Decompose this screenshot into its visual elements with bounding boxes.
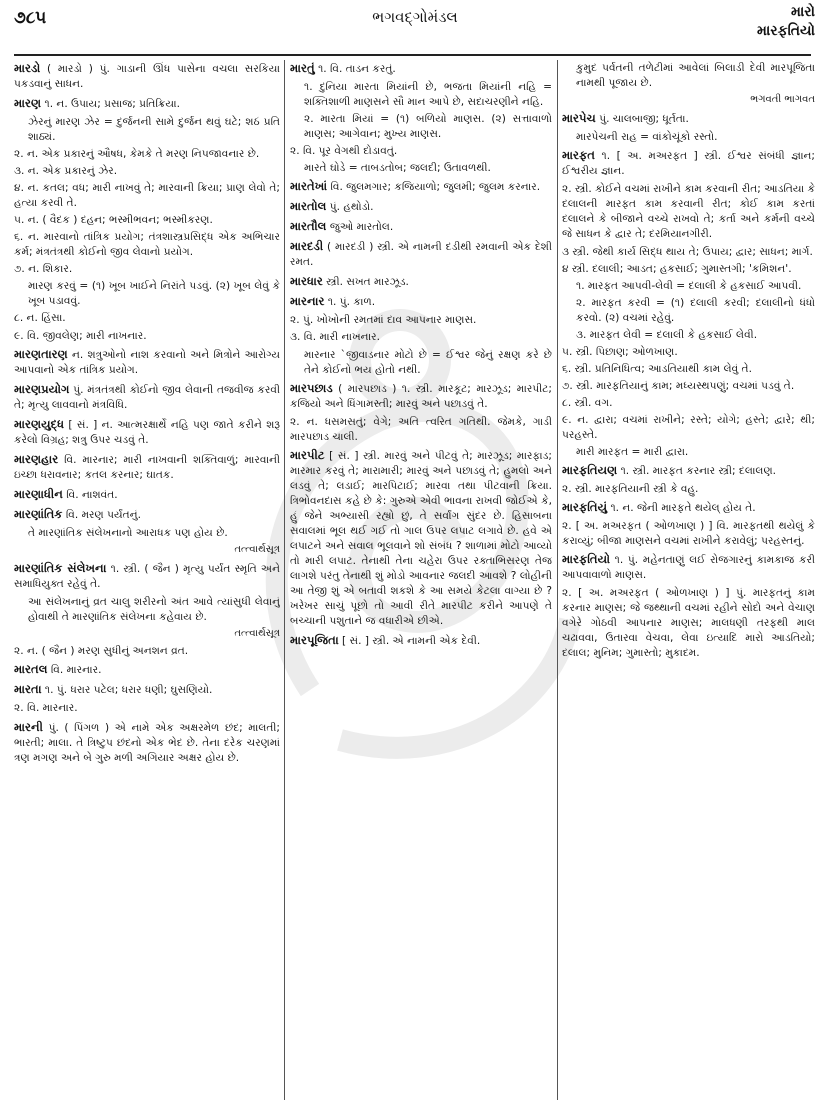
- entry-subsense: ૩. વિ. મારી નાખનાર.: [290, 331, 380, 344]
- entry-headword: મારણપ્રયોગ: [14, 381, 70, 396]
- dictionary-column-3: [562, 60, 815, 1105]
- entry-headword: મારણાંતિક સંલેખના: [14, 561, 107, 576]
- entry-subsense: ૭. ન. શિકાર.: [14, 263, 73, 276]
- guide-word-first: મારો: [790, 4, 815, 20]
- dictionary-entry: [14, 346, 280, 378]
- entry-subsense: ૩. ન. એક પ્રકારનું ઝેર.: [14, 165, 118, 178]
- dictionary-entry: [290, 380, 552, 412]
- entry-definition: ૧. સ્ત્રી. ( જૈન ) મૃત્યુ પર્યંત સ્મૃતિ અને સમાધિયુક્ત રહેવું તે.: [14, 563, 280, 591]
- entry-subsense: ૨. સ્ત્રી. કોઈને વચમાં રાખીને કામ કરવાની રીત; આડતિયા કે દલાલની મારફત કામ કરવાની રીત; કોઈ કામ કરતાં દલાલને કે બીજાને વચ્ચે રાખવો તે; કર્તા અને કર્મની વચ્ચે જે સાધન કે દ્વાર તે; દરમિયાનગીરી.: [562, 183, 815, 241]
- entry-definition: [ સં. ] ન. આત્મરક્ષાર્થે નહિ પણ જાતે કરીને શરૂ કરેલો વિગ્રહ; શત્રુ ઉપર ચડવું તે.: [14, 418, 280, 446]
- dictionary-entry: [290, 60, 552, 77]
- entry-example: ૧. દુનિયા મારતા મિયાંની છે, ભજતા મિયાંની નહિ = શક્તિશાળી માણસને સૌ માન આપે છે, સદાચરણીને નહિ.: [304, 81, 552, 109]
- entry-subsense: ૫. સ્ત્રી. પિછાણ; ઓળખાણ.: [562, 345, 678, 358]
- entry-definition: ૧. ન. જેની મારફતે થયેલ્ હોય તે.: [607, 501, 756, 514]
- entry-definition: પું. ચાલબાજી; ધૂર્તતા.: [595, 113, 689, 126]
- entry-example: ૨. મારફત કરવી = (૧) દલાલી કરવી; દલાલીનો ધંધો કરવો. (૨) વચમાં રહેવું.: [576, 296, 815, 324]
- entry-example: આ સંલેખનાનું વ્રત ચાલુ શરીરનો અંત આવે ત્યાંસુધી લેવાનું હોવાથી તે મારણાંતિક સંલેખના કહેવાય છે.: [28, 596, 280, 624]
- entry-headword: મારફતિયો: [562, 552, 610, 567]
- entry-subsense: ૨. ન. ધસમસતું; વેગે; અતિ ત્વરિત ગતિથી. જેમકે, ગાડી મારપછાડ ચાલી.: [290, 415, 552, 443]
- entry-headword: મારતૌલ: [290, 219, 327, 234]
- dictionary-entry: [290, 447, 552, 629]
- entry-headword: મારપૂજિતા: [290, 633, 339, 648]
- entry-subsense: ૨. વિ. મારનાર.: [14, 702, 78, 715]
- entry-definition: વિ. મરણ પર્યંતનું.: [62, 508, 141, 521]
- entry-headword: મારપેચ: [562, 111, 596, 126]
- entry-headword: મારણ: [14, 96, 42, 111]
- entry-definition: પું. હથોડો.: [326, 201, 374, 214]
- entry-definition: [ સં. ] સ્ત્રી. મારવું અને પીટવું તે; મારઝૂડ; મારફાડ; મારમાર કરવું તે; મારામારી; મારવું અને પછાડવું તે; હુમલો અને લડવું તે; લડાઈ; મારપિટાઈ; મારવા તથા પીટવાની ક્રિયા. ત્રિભોવનદાસ કહે છે કે: ગુરુએ એવી ભાવના રાખવી જોઈએ કે, હું જેને અભ્યાસી રહ્યો છું, તે સર્વાંગ સુંદર છે. હિસાબના સવાલમાં ભૂલ થઈ ગઈ તો ગાલ ઉપર લપાટ લગાવે છે. હવે એ લપાટને અને સવાલ ભૂલવાને શો સંબંધ ? શાળામાં મોટો આવ્યો તો મારી લપાટ. તેનાથી તેના ચહેરા ઉપર રક્તાભિસરણ તેજ લાગશે પરંતુ તેનાથી શું મોડો આવનાર જલદી આવશે ? લોહીની આ તેજી શું એ બતાવી શકશે કે આ સમયે કેટલા વાગ્યા છે ? ખરેખર સાચું પૂછો તો આવી રીતે મારપીટ કરીને આપણે તે બચ્ચાની પશુતાને જ વધારીએ છીએ.: [290, 449, 552, 628]
- column-divider: [557, 60, 558, 1100]
- entry-subsense: ૨. ન. ( જૈન ) મરણ સુધીનું અનશન વ્રત.: [14, 645, 189, 658]
- entry-definition: ૧. પું. કાળ.: [324, 296, 376, 309]
- dictionary-entry: [290, 218, 552, 235]
- entry-example: ઝેરનું મારણ ઝેર = દુર્જનની સામે દુર્જન થવું ઘટે; શઠં પ્રતિ શાઠ્યં.: [28, 116, 280, 144]
- entry-headword: મારધાર: [290, 274, 323, 289]
- entry-subsense: ૮. સ્ત્રી. વગ.: [562, 396, 613, 409]
- entry-subsense: ૨. સ્ત્રી. મારફતિયાની સ્ત્રી કે વહુ.: [562, 482, 699, 495]
- entry-headword: મારતા: [14, 682, 42, 697]
- dictionary-entry: [562, 147, 815, 179]
- dictionary-column-1: [14, 60, 280, 1105]
- entry-headword: મારપછાડ: [290, 380, 333, 395]
- entry-headword: મારની: [14, 719, 43, 734]
- entry-headword: મારડો: [14, 61, 41, 75]
- dictionary-entry: [290, 632, 552, 649]
- entry-definition: ૧. ન. ઉપાય; પ્રસાજ; પ્રતિક્રિયા.: [41, 98, 180, 111]
- entry-example: કુમુદ પર્વતની તળેટીમાં આવેલાં બિલાડી દેવી મારપૂજિતા નામથી પૂજાય છે.: [576, 62, 815, 90]
- entry-source: ભગવતી ભાગવત: [750, 94, 815, 106]
- entry-example: મારપેચની રાહ = વાંકોચૂંકો રસ્તો.: [576, 131, 718, 144]
- dictionary-entry: [14, 60, 280, 92]
- entry-definition: પું. ( પિંગળ ) એ નામે એક અક્ષરમેળ છંદ; માલતી; ભારતી; માલા. તે ત્રિષ્ટુપ છંદનો એક ભેદ છે. તેના દરેક ચરણમાં ત્રણ મગણ અને બે ગુરુ મળી અગિયાર અક્ષર હોય છે.: [14, 721, 280, 764]
- entry-headword: મારફતિયણ: [562, 462, 618, 477]
- entry-subsense: ૨. [ અ. મઅરફત ( ઓળખાણ ) ] વિ. મારફતથી થયેલું કે કરાવ્યું; બીજા માણસને વચમાં રાખીને કરાવેલું; પરહસ્તનું.: [562, 520, 815, 548]
- running-title: ભગવદ્ગોમંડલ: [372, 8, 458, 26]
- entry-definition: વિ. નાશવંત.: [62, 488, 118, 501]
- dictionary-entry: [290, 198, 552, 215]
- entry-example: ૩. મારફત લેવી = દલાલી કે હકસાઈ લેવી.: [576, 328, 758, 341]
- entry-headword: મારણાધીન: [14, 486, 63, 501]
- entry-definition: વિ. મારનાર.: [47, 664, 102, 677]
- dictionary-entry: [14, 719, 280, 766]
- entry-example: મારણ કરવું = (૧) ખૂબ ખાઈને નિરાંતે પડવું. (૨) ખૂબ લેવું કે ખૂબ પડાવવું.: [28, 280, 280, 308]
- entry-definition: ન. શત્રુઓનો નાશ કરવાનો અને મિત્રોને આરોગ્ય આપવાનો એક તાંત્રિક પ્રયોગ.: [14, 348, 280, 376]
- entry-definition: ( મારપછાડ ) ૧. સ્ત્રી. મારકૂટ; મારઝૂડ; મારપીટ; કજિયો અને ધિંગામસ્તી; મારવું અને પછાડવું તે.: [290, 382, 552, 410]
- entry-headword: મારણહાર: [14, 451, 59, 466]
- dictionary-entry: [14, 416, 280, 448]
- entry-definition: ૧. પું. ધરાર પટેલ; ધરાર ધણી; ઘુસણિયો.: [41, 684, 213, 697]
- column-divider: [284, 60, 285, 1100]
- entry-subsense: ૨. ન. એક પ્રકારનું ઔષધ, કેમકે તે મરણ નિપજાવનાર છે.: [14, 148, 260, 161]
- dictionary-entry: [562, 499, 815, 516]
- dictionary-entry: [562, 551, 815, 583]
- entry-definition: ૧. [ અ. મઅરફત ] સ્ત્રી. ઈશ્વર સંબંધી જ્ઞાન; ઈશ્વરીય જ્ઞાન.: [562, 150, 815, 178]
- entry-definition: વિ. મારનાર; મારી નાખવાની શક્તિવાળું; મારવાની ઇચ્છા ધરાવનાર; કતલ કરનાર; ઘાતક.: [14, 453, 280, 481]
- entry-definition: પું. મંત્રતંત્રથી કોઈનો જીવ લેવાની તજવીજ કરવી તે; મૃત્યુ લાવવાનો મંત્રવિધિ.: [14, 383, 280, 411]
- dictionary-entry: [562, 462, 815, 479]
- dictionary-entry: [290, 178, 552, 195]
- entry-subsense: ૨. વિ. પૂર વેગથી દોડાવતું.: [290, 145, 398, 158]
- dictionary-entry: [14, 486, 280, 503]
- entry-definition: ૧. પું. મહેનતાણું લઈ રોજગારનું કામકાજ કરી આપવાવાળો માણસ.: [562, 554, 815, 582]
- entry-headword: મારનાર: [290, 294, 325, 309]
- entry-definition: ૧. વિ. તાડન કરતું.: [314, 63, 396, 75]
- entry-headword: મારતું: [290, 61, 315, 75]
- entry-subsense: ૫. ન. ( વૈદક ) દહન; ભસ્મીભવન; ભસ્મીકરણ.: [14, 214, 213, 227]
- entry-subsense: ૪. ન. કતલ; વધ; મારી નાખવું તે; મારવાની ક્રિયા; પ્રાણ લેવો તે; હત્યા કરવી તે.: [14, 182, 280, 210]
- entry-subsense: ૬. સ્ત્રી. પ્રતિનિધિત્વ; આડતિયાથી કામ લેવું તે.: [562, 362, 752, 375]
- entry-subsense: ૯. વિ. જીવલેણ; મારી નાખનાર.: [14, 329, 147, 342]
- entry-subsense: ૪ સ્ત્રી. દલાલી; આડત; હકસાઈ; ગુમાસ્તગી; 'કમિશન'.: [562, 262, 792, 275]
- dictionary-entry: [562, 110, 815, 127]
- dictionary-entry: [14, 451, 280, 483]
- entry-source: તત્ત્વાર્થસૂત્ર: [234, 543, 280, 555]
- entry-headword: મારપીટ: [290, 447, 325, 462]
- entry-example: ૧. મારફત આપવી-લેવી = દલાલી કે હકસાઈ આપવી.: [576, 279, 802, 292]
- page-number: ૭૮૫: [14, 8, 47, 28]
- dictionary-entry: [290, 273, 552, 290]
- dictionary-entry: [14, 381, 280, 413]
- entry-subsense: ૬. ન. મારવાનો તાંત્રિક પ્રયોગ; તંત્રશાસ્ત્રપ્રસિદ્ધ એક અભિચાર કર્મ; મંત્રતંત્રથી કોઈનો જીવ લેવાનો પ્રયોગ.: [14, 231, 280, 259]
- dictionary-entry: [14, 560, 280, 592]
- entry-subsense: ૮. ન. હિંસા.: [14, 312, 66, 325]
- dictionary-entry: [14, 681, 280, 698]
- entry-subsense: ૩ સ્ત્રી. જેથી કાર્ય સિદ્ધ થાય તે; ઉપાય; દ્વાર; સાધન; માર્ગ.: [562, 245, 813, 258]
- entry-subsense: ૭. સ્ત્રી. મારફતિયાનું કામ; મધ્યસ્થપણું; વચમાં પડવું તે.: [562, 379, 795, 392]
- entry-example: મારતે ઘોડે = તાબડતોબ; જલદી; ઉતાવળથી.: [304, 162, 491, 175]
- dictionary-entry: [14, 506, 280, 523]
- dictionary-column-2: [290, 60, 552, 1105]
- entry-definition: વિ. જુલમગાર; કજિયાળો; જુલમી; જુલમ કરનાર.: [327, 181, 541, 194]
- entry-headword: મારફત: [562, 148, 595, 163]
- entry-headword: મારણતારણ: [14, 346, 68, 361]
- entry-subsense: ૨. [ અ. મઅરફત ( ઓળખાણ ) ] પું. મારફતનું કામ કરનાર માણસ; જે જથ્થાની વચમાં રહીને સોદો અને વેચાણ વગેરે ગોઠવી આપનાર માણસ; માલધણી તરફથી માલ ચઢાવવા, ઉતારવા વેચવા, લેવા ઇત્યાદિ મારો આડતિયો; દલાલ; મુનિમ; ગુમાસ્તો; મુકાદમ.: [562, 587, 815, 660]
- entry-headword: મારતલ: [14, 662, 48, 677]
- entry-source: તત્ત્વાર્થસૂત્ર: [234, 628, 280, 640]
- entry-example: તે મારણાંતિક સંલેખનાનો આરાધક પણ હોય છે.: [28, 526, 228, 539]
- guide-word-last: મારફતિયો: [757, 23, 815, 39]
- dictionary-entry: [290, 238, 552, 270]
- entry-definition: [ સં. ] સ્ત્રી. એ નામની એક દેવી.: [338, 635, 481, 648]
- entry-headword: મારતોલ: [290, 199, 327, 214]
- entry-example: ૨. મારતા મિયાં = (૧) બળિયો માણસ. (૨) સત્તાવાળો માણસ; આગેવાન; મુખ્ય માણસ.: [304, 113, 552, 141]
- entry-definition: ( મારડો ) પું. ગાડાની ઊંધ પાસેના વચલા સરકિયા પકડવાનું સાધન.: [14, 63, 280, 91]
- entry-headword: મારતેખાં: [290, 179, 328, 194]
- dictionary-entry: [290, 293, 552, 310]
- entry-subsense: ૨. પું. ખોખોની રમતમાં દાવ આપનાર માણસ.: [290, 314, 477, 327]
- entry-definition: ( મારદડી ) સ્ત્રી. એ નામની દડીથી રમવાની એક દેશી રમત.: [290, 241, 552, 269]
- dictionary-entry: [14, 661, 280, 678]
- entry-headword: મારદડી: [290, 239, 324, 254]
- entry-headword: મારણાંતિક: [14, 506, 63, 521]
- header-rule: [14, 54, 811, 56]
- entry-example: મારનાર `જીવાડનાર મોટો છે = ઈશ્વર જેનું રક્ષણ કરે છે તેને કોઈનો ભય હોતો નથી.: [304, 348, 552, 376]
- entry-subsense: ૯. ન. દ્વારા; વચમાં રાખીને; રસ્તે; યોગે; હસ્તે; દ્વારે; થી; પરહસ્તે.: [562, 413, 815, 441]
- entry-example: મારી મારફત = મારી દ્વારા.: [576, 445, 689, 458]
- page-header: [0, 0, 825, 56]
- entry-headword: મારણયુદ્ધ: [14, 416, 65, 431]
- entry-definition: જુઓ મારતોલ.: [326, 221, 394, 234]
- dictionary-entry: [14, 95, 280, 112]
- entry-headword: મારફતિયું: [562, 499, 608, 514]
- entry-definition: સ્ત્રી. સખત મારઝૂડ.: [322, 276, 409, 289]
- entry-definition: ૧. સ્ત્રી. મારફત કરનાર સ્ત્રી; દલાલણ.: [617, 464, 777, 477]
